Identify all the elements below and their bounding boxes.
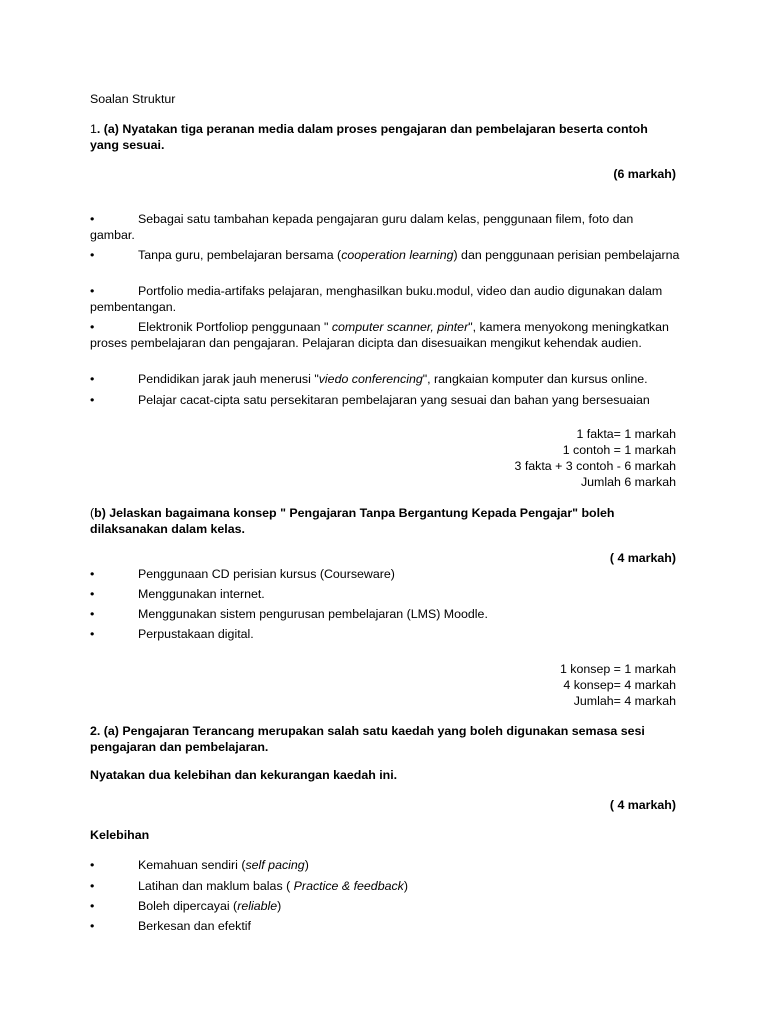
bullet-text-pre: Berkesan dan efektif — [138, 919, 251, 933]
bullet-text-post: ) — [277, 899, 282, 913]
bullet-text-post: ) dan penggunaan perisian pembelajarna — [453, 248, 680, 262]
bullet-text-pre: Pelajar cacat-cipta satu persekitaran pembelajaran yang sesuai dan bahan yang bersesuaian — [138, 393, 650, 407]
bullet-item — [90, 566, 680, 582]
bullet-text — [90, 283, 680, 315]
bullet-text-post: ", kamera menyokong meningkatkan proses pembelajaran dan pengajaran. Pelajaran dicipta dan disesuaikan mengikut kehendak audien. — [90, 320, 669, 350]
bullet-item — [90, 586, 680, 602]
question-text: . (a) Nyatakan tiga peranan media dalam proses pengajaran dan pembelajaran beserta contoh yang sesuai. — [90, 122, 648, 152]
bullet-text-em: computer scanner, pinter — [331, 320, 469, 334]
bullet-dot-icon: • — [90, 212, 95, 226]
scheme-line: 1 konsep = 1 markah — [559, 662, 676, 676]
bullet-text-pre: Pendidikan jarak jauh menerusi " — [138, 372, 319, 386]
bullet-text-pre: Boleh dipercayai ( — [138, 899, 238, 913]
bullet-item — [90, 898, 680, 914]
bullet-dot-icon: • — [90, 393, 95, 407]
bullet-dot-icon: • — [90, 567, 95, 581]
bullet-text: Menggunakan internet. — [138, 587, 265, 601]
bullet-text — [90, 918, 680, 934]
bullet-dot-icon: • — [90, 899, 95, 913]
scheme-line: Jumlah 6 markah — [580, 475, 676, 489]
bullet-text — [90, 247, 680, 263]
bullet-text — [90, 392, 680, 408]
bullet-item — [90, 283, 680, 315]
bullet-text-em: self pacing — [245, 858, 305, 872]
marks-1b: ( 4 markah) — [609, 551, 676, 565]
bullet-text — [90, 857, 680, 873]
bullet-text: Menggunakan sistem pengurusan pembelajaran (LMS) Moodle. — [138, 607, 488, 621]
bullet-text: Penggunaan CD perisian kursus (Courseware) — [138, 567, 395, 581]
question-paren: ( — [90, 506, 95, 520]
bullet-text-post: ) — [403, 879, 409, 893]
bullet-text-pre: Tanpa guru, pembelajaran bersama ( — [138, 248, 342, 262]
bullet-dot-icon: • — [90, 607, 95, 621]
question-1b — [90, 505, 676, 537]
marking-scheme-1a — [90, 426, 676, 490]
bullet-dot-icon: • — [90, 320, 95, 334]
bullet-text — [90, 371, 680, 387]
question-text: b) Jelaskan bagaimana konsep " Pengajaran Tanpa Bergantung Kepada Pengajar" boleh dilaksanakan dalam kelas. — [90, 506, 615, 536]
bullet-text — [90, 878, 680, 894]
marking-scheme-1b — [90, 661, 676, 709]
bullet-text-em: viedo conferencing — [318, 372, 423, 386]
kelebihan-heading: Kelebihan — [90, 828, 150, 842]
bullet-item — [90, 918, 680, 934]
bullet-dot-icon: • — [90, 248, 95, 262]
bullet-text-pre: Portfolio media-artifaks pelajaran, menghasilkan buku.modul, video dan audio digunakan dalam pembentangan. — [90, 284, 663, 314]
marks-2a: ( 4 markah) — [609, 798, 676, 812]
bullet-text-pre: Latihan dan maklum balas ( — [138, 879, 294, 893]
bullet-text-pre: Kemahuan sendiri ( — [138, 858, 246, 872]
question-2a: 2. (a) Pengajaran Terancang merupakan salah satu kaedah yang boleh digunakan semasa sesi pengajaran dan pembelajaran. — [90, 724, 645, 754]
bullet-text-em: Practice & feedback — [293, 879, 404, 893]
bullet-text-em: reliable — [237, 899, 278, 913]
bullet-dot-icon: • — [90, 919, 95, 933]
bullet-dot-icon: • — [90, 627, 95, 641]
bullet-text-post: ", rangkaian komputer dan kursus online. — [422, 372, 648, 386]
bullet-dot-icon: • — [90, 858, 95, 872]
question-1a — [90, 121, 676, 153]
bullet-dot-icon: • — [90, 284, 95, 298]
scheme-line: 4 konsep= 4 markah — [563, 678, 676, 692]
bullet-item — [90, 606, 680, 622]
bullet-text-pre: Elektronik Portfoliop penggunaan " — [138, 320, 332, 334]
bullet-item — [90, 878, 680, 894]
bullet-text-em: cooperation learning — [341, 248, 454, 262]
scheme-line: 3 fakta + 3 contoh - 6 markah — [514, 459, 676, 473]
bullet-item — [90, 392, 680, 408]
bullet-item — [90, 857, 680, 873]
bullet-dot-icon: • — [90, 879, 95, 893]
scheme-line: 1 contoh = 1 markah — [562, 443, 676, 457]
scheme-line: 1 fakta= 1 markah — [576, 427, 676, 441]
bullet-item — [90, 319, 680, 351]
bullet-item — [90, 371, 680, 387]
bullet-text — [90, 898, 680, 914]
bullet-text-post: ) — [304, 858, 309, 872]
scheme-line: Jumlah= 4 markah — [573, 694, 676, 708]
question-2a-instruction: Nyatakan dua kelebihan dan kekurangan kaedah ini. — [90, 768, 398, 782]
bullet-text — [90, 211, 680, 243]
question-number: 1 — [90, 122, 97, 136]
bullet-text: Perpustakaan digital. — [138, 627, 254, 641]
bullet-item — [90, 211, 680, 243]
bullet-item — [90, 247, 680, 263]
marks-1a: (6 markah) — [613, 167, 676, 181]
bullet-text-pre: Sebagai satu tambahan kepada pengajaran guru dalam kelas, penggunaan filem, foto dan gambar. — [90, 212, 634, 242]
bullet-dot-icon: • — [90, 372, 95, 386]
section-heading: Soalan Struktur — [90, 92, 176, 106]
bullet-item — [90, 626, 680, 642]
bullet-text — [90, 319, 680, 351]
bullet-dot-icon: • — [90, 587, 95, 601]
